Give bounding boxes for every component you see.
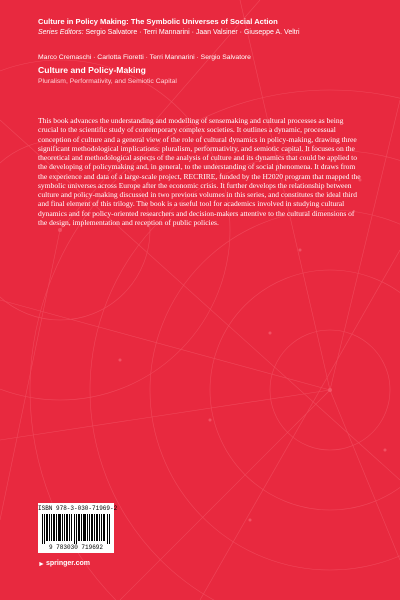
book-authors: Marco Cremaschi · Carlotta Fioretti · Terri Mannarini · Sergio Salvatore [38, 54, 251, 61]
series-editors [38, 29, 300, 36]
series-editors-label: Series Editors: [38, 29, 84, 36]
book-subtitle: Pluralism, Performativity, and Semiotic Capital [38, 78, 177, 85]
barcode-digits: 9 783030 719692 [48, 544, 103, 551]
isbn-number: ISBN 978-3-030-71969-2 [38, 505, 118, 512]
series-editors-names: Sergio Salvatore · Terri Mannarini · Jaan Valsiner · Giuseppe A. Veltri [85, 29, 300, 36]
book-description: This book advances the understanding and modelling of sensemaking and cultural processes as being crucial to the scientific study of contemporary complex societies. It outlines a dynamic, processual conception of culture and a general view of the role of cultural dynamics in policy-making, drawing three significant methodological implications: pluralism, performativity, and semiotic capital. It focuses on the theoretical and methodological aspects of the analysis of culture and its dynamics that could be applied to the developing of policymaking and, in general, to the understanding of social phenomena. It draws from the experience and data of a large-scale project, RECRIRE, funded by the H2020 program that mapped the symbolic universes across Europe after the economic crisis. It further develops the relationship between culture and policy-making discussed in two previous volumes in this series, and constitutes the ideal third and final element of this trilogy. The book is a useful tool for academics involved in studying cultural dynamics and for policy-oriented researchers and decision-makers attentive to the cultural dimensions of the design, implementation and reception of public policies. [38, 116, 361, 227]
publisher-link[interactable]: springer.com [46, 560, 90, 567]
book-title: Culture and Policy-Making [38, 65, 146, 75]
arrow-right-icon: ► [38, 561, 45, 568]
barcode-box [38, 503, 118, 553]
series-title: Culture in Policy Making: The Symbolic Universes of Social Action [38, 17, 278, 26]
barcode-icon [42, 514, 110, 544]
